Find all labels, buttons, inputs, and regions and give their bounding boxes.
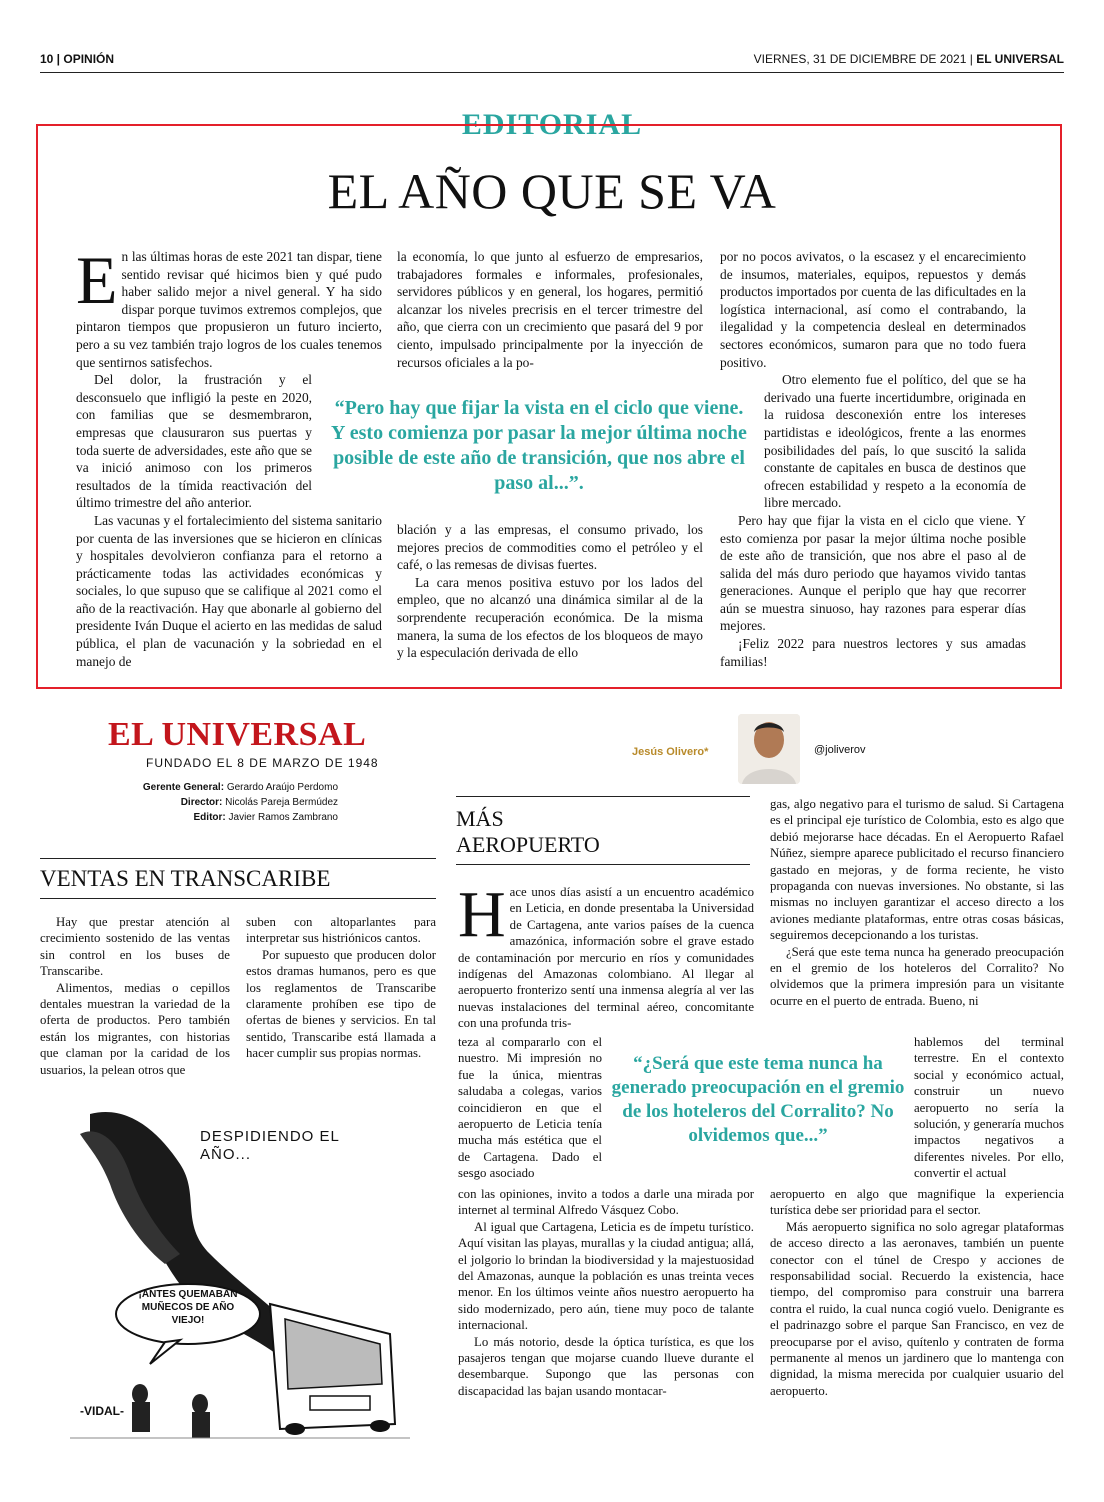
editorial-dropcap: E bbox=[76, 242, 118, 318]
cartoon-bubble-text: ¡ANTES QUEMABAN MUÑECOS DE AÑO VIEJO! bbox=[138, 1289, 238, 1326]
column-paragraph: aeropuerto en algo que magnifique la experiencia turística debe ser prioridad para el sector. bbox=[770, 1187, 1064, 1218]
page-header bbox=[40, 52, 1064, 72]
editorial-kicker: EDITORIAL bbox=[461, 108, 643, 141]
column-paragraph: hablemos del terminal terrestre. En el contexto social y económico actual, construir un nuevo aeropuerto no sería la solución, y generaría muchos impactos negativos a diferentes niveles. Por ello, convertir el actual bbox=[914, 1035, 1064, 1181]
editorial-column-2-top bbox=[397, 248, 703, 371]
column-paragraph: gas, algo negativo para el turismo de salud. Si Cartagena es el principal eje turístico de Colombia, esto es algo que debió mejorarse hace décadas. En el Aeropuerto Rafael Núñez, siempre aparece publicitado el recurso financiero gastado en mejoras, y de forma reciente, he visto propaganda con nuevas inversiones. No obstante, si las mismas no incluyen garantizar el acceso directo a los aviones mediante plataformas, entre otras cosas básicas, seguiremos decepcionando a los turistas. bbox=[770, 797, 1064, 943]
page-section: 10 | OPINIÓN bbox=[40, 52, 115, 66]
column-text-1c bbox=[458, 1186, 754, 1399]
masthead-staff bbox=[40, 780, 338, 825]
editorial-paragraph: Del dolor, la frustración y el desconsuelo que infligió la peste en 2020, con familias que se desmembraron, empresas que clausuraron sus puertas y toda suerte de adversidades, este año que se va inició animoso con los primeros resultados de la tímida reactivación del último trimestre del año anterior. bbox=[76, 372, 312, 511]
column-paragraph: teza al compararlo con el nuestro. Mi impresión no fue la única, mientras saludaba a colegas, varios coincidieron en que el aeropuerto de Leticia tenía mucha más estética que el de Cartagena. Dado el sesgo asociado bbox=[458, 1035, 602, 1181]
masthead-founded: FUNDADO EL 8 DE MARZO DE 1948 bbox=[146, 756, 379, 770]
column-paragraph: con las opiniones, invito a todos a darle una mirada por internet al terminal Alfredo Vásquez Cobo. bbox=[458, 1187, 754, 1218]
editorial-pull-quote: “Pero hay que fijar la vista en el ciclo que viene. Y esto comienza por pasar la mejor última noche posible de este año de transición, que nos abre el paso al...”. bbox=[331, 397, 747, 494]
column-handle: @joliverov bbox=[814, 744, 866, 756]
transcaribe-title: VENTAS EN TRANSCARIBE bbox=[40, 866, 331, 891]
masthead-logo: EL UNIVERSAL bbox=[108, 716, 367, 753]
column-paragraph: Al igual que Cartagena, Leticia es de ímpetu turístico. Aquí visitan las playas, murallas y la ciudad antigua; allá, el jolgorio lo brindan la biodiversidad y la majestuosidad del Amazonas, aunque la población es unas treinta veces menor. En los últimos veinte años nuestro aeropuerto ha sido modernizado, pero aún, tiene muy poco de talante internacional. bbox=[458, 1219, 754, 1333]
column-text-1 bbox=[458, 878, 754, 1032]
column-rule bbox=[456, 864, 750, 865]
editorial-column-2-bottom bbox=[397, 521, 703, 662]
staff-line: Editor: Javier Ramos Zambrano bbox=[193, 812, 338, 823]
column-title-line: AEROPUERTO bbox=[456, 832, 600, 857]
editorial-title: EL AÑO QUE SE VA bbox=[327, 163, 777, 219]
column-pull-quote: “¿Será que este tema nunca ha generado preocupación en el gremio de los hoteleros del Corralito? No olvidemos que...” bbox=[611, 1053, 905, 1146]
column-paragraph: Lo más notorio, desde la óptica turística, es que los pasajeros tengan que mojarse cuando llueve durante el desembarque. Supongo que las personas con discapacidad las bajan usando montacar- bbox=[458, 1334, 754, 1398]
column-rule bbox=[456, 796, 750, 797]
staff-line: Director: Nicolás Pareja Bermúdez bbox=[180, 797, 338, 808]
editorial-paragraph: ¡Feliz 2022 para nuestros lectores y sus amadas familias! bbox=[720, 636, 1026, 669]
cartoon-signature: -VIDAL- bbox=[80, 1404, 124, 1418]
paper-name: EL UNIVERSAL bbox=[976, 52, 1064, 66]
column-text-2 bbox=[770, 796, 1064, 1009]
section-rule bbox=[40, 898, 436, 899]
column-text-1b bbox=[458, 1034, 602, 1182]
column-dropcap: H bbox=[458, 878, 506, 951]
transcaribe-paragraph: Alimentos, medias o cepillos dentales muestran la variedad de la oferta de productos. Pero también están los migrantes, con historias que claman por la caridad de los usuarios, la pelean otros que bbox=[40, 980, 230, 1077]
editorial-paragraph: n las últimas horas de este 2021 tan dispar, tiene sentido revisar qué hicimos bien y qué pudo haber salido mejor a nivel general. Y ha sido dispar porque tuvimos extremos complejos, que pintaron tiempos que propusieron un futuro incierto, pero a su vez también trajo logros de los cuales tenemos que sentirnos satisfechos. bbox=[76, 249, 382, 370]
column-text-2c bbox=[770, 1186, 1064, 1399]
author-photo bbox=[738, 714, 800, 784]
transcaribe-column-2 bbox=[246, 914, 436, 1062]
column-text-2b bbox=[914, 1034, 1064, 1182]
page-date bbox=[754, 52, 1064, 66]
transcaribe-paragraph: suben con altoparlantes para interpretar sus histriónicos cantos. bbox=[246, 915, 436, 946]
column-title bbox=[456, 806, 600, 858]
transcaribe-paragraph: Por supuesto que producen dolor estos dramas humanos, pero es que los reglamentos de Transcaribe claramente prohíben ese tipo de ofertas de bienes y servicios. En tal sentido, Transcaribe está llamada a hacer cumplir sus propias normas. bbox=[246, 947, 436, 1061]
editorial-column-3 bbox=[720, 248, 1026, 670]
transcaribe-paragraph: Hay que prestar atención al crecimiento sostenido de las ventas sin control en los buses de Transcaribe. bbox=[40, 915, 230, 979]
editorial-paragraph: La cara menos positiva estuvo por los lados del empleo, que no alcanzó una dinámica similar al de la sorprendente recuperación económica. De la misma manera, la suma de los efectos de los bloqueos de mayo y la especulación derivada de ello bbox=[397, 574, 703, 661]
editorial-paragraph: blación y a las empresas, el consumo privado, los mejores precios de commodities como el petróleo y el café, o las remesas de divisas fuertes. bbox=[397, 522, 703, 573]
date-text: VIERNES, 31 DE DICIEMBRE DE 2021 | bbox=[753, 52, 973, 66]
column-title-line: MÁS bbox=[456, 806, 504, 831]
column-paragraph: ¿Será que este tema nunca ha generado preocupación en el gremio de los hoteleros del Corralito? No olvidemos que la primera impresión para un visitante ocurre en el puerto de entrada. Bueno, ni bbox=[770, 944, 1064, 1008]
cartoon bbox=[70, 1104, 410, 1444]
column-paragraph: Más aeropuerto significa no solo agregar plataformas de acceso directo a las aeronaves, también un puente conector con el túnel de Crespo y acciones de responsabilidad social. Recuerdo la existencia, hace tiempo, del compromiso para construir una barrera contra el ruido, la cual nunca cogió vuelo. Denigrante es el padrinazgo sobre el parque San Francisco, en vez de preocuparse por el aviso, quítenlo y contraten de forma permanente al menos un jardinero que lo mantenga con dignidad, la misma merecida por cualquier usuario del aeropuerto. bbox=[770, 1219, 1064, 1398]
editorial-paragraph: por no pocos avivatos, o la escasez y el encarecimiento de insumos, materiales, equipos, repuestos y demás productos importados por cuenta de las dificultades en la logística internacional, así como el contrabando, la ilegalidad y la competencia desleal en determinados sectores económicos, sumaron para que no todo fuera positivo. bbox=[720, 249, 1026, 370]
transcaribe-column-1 bbox=[40, 914, 230, 1078]
editorial-paragraph: Las vacunas y el fortalecimiento del sistema sanitario por cuenta de las inversiones que se hicieron en clínicas y hospitales devolvieron confianza para el retorno a prácticamente todas las actividades económicas y sociales, lo que supuso que se califique al 2021 como el año de la reactivación. Hay que abonarle al gobierno del presidente Iván Duque el acierto en las medidas de salud pública, el plan de vacunación y la sobriedad en el manejo de bbox=[76, 512, 382, 669]
staff-line: Gerente General: Gerardo Araújo Perdomo bbox=[142, 782, 338, 793]
editorial-paragraph: la economía, lo que junto al esfuerzo de empresarios, trabajadores formales e informales, profesionales, servidores públicos y en general, los hogares, permitió alcanzar los niveles precrisis en el tercer trimestre del año, que cierra con un crecimiento que pasará del 9 por ciento, impulsado principalmente por la inyección de recursos oficiales a la po- bbox=[397, 249, 703, 370]
section-rule bbox=[40, 858, 436, 859]
header-rule bbox=[40, 72, 1064, 73]
column-paragraph: ace unos días asistí a un encuentro académico en Leticia, en donde presentaba la Universidad de Cartagena, ante varios países de la cuenca amazónica, información sobre el grave estado de contaminación por mercurio en ríos y comunidades indígenas del Amazonas colombiano. Al llegar al aeropuerto fronterizo sentí una inmensa alegría al ver las nuevas instalaciones del terminal aéreo, concomitante con una profunda tris- bbox=[458, 885, 754, 1031]
cartoon-caption: DESPIDIENDO EL AÑO... bbox=[200, 1128, 340, 1163]
editorial-paragraph: Pero hay que fijar la vista en el ciclo que viene. Y esto comienza por pasar la mejor última noche posible de este año de transición, que nos abre el paso al de salida del más duro periodo que hayamos vivido tantas generaciones. Aunque el periplo que hay que recorrer aún se muestra sinuoso, hay razones para esperar días mejores. bbox=[720, 512, 1026, 634]
column-author: Jesús Olivero* bbox=[632, 746, 709, 758]
editorial-paragraph: Otro elemento fue el político, del que se ha derivado una fuerte incertidumbre, originada en la ruidosa desconexión entre los intereses partidistas e ideológicos, frente a las enormes posibilidades del país, lo que suscitó la salida constante de capitales en busca de destinos que ofrecen estabilidad y respeto a la economía de libre mercado. bbox=[764, 372, 1026, 511]
